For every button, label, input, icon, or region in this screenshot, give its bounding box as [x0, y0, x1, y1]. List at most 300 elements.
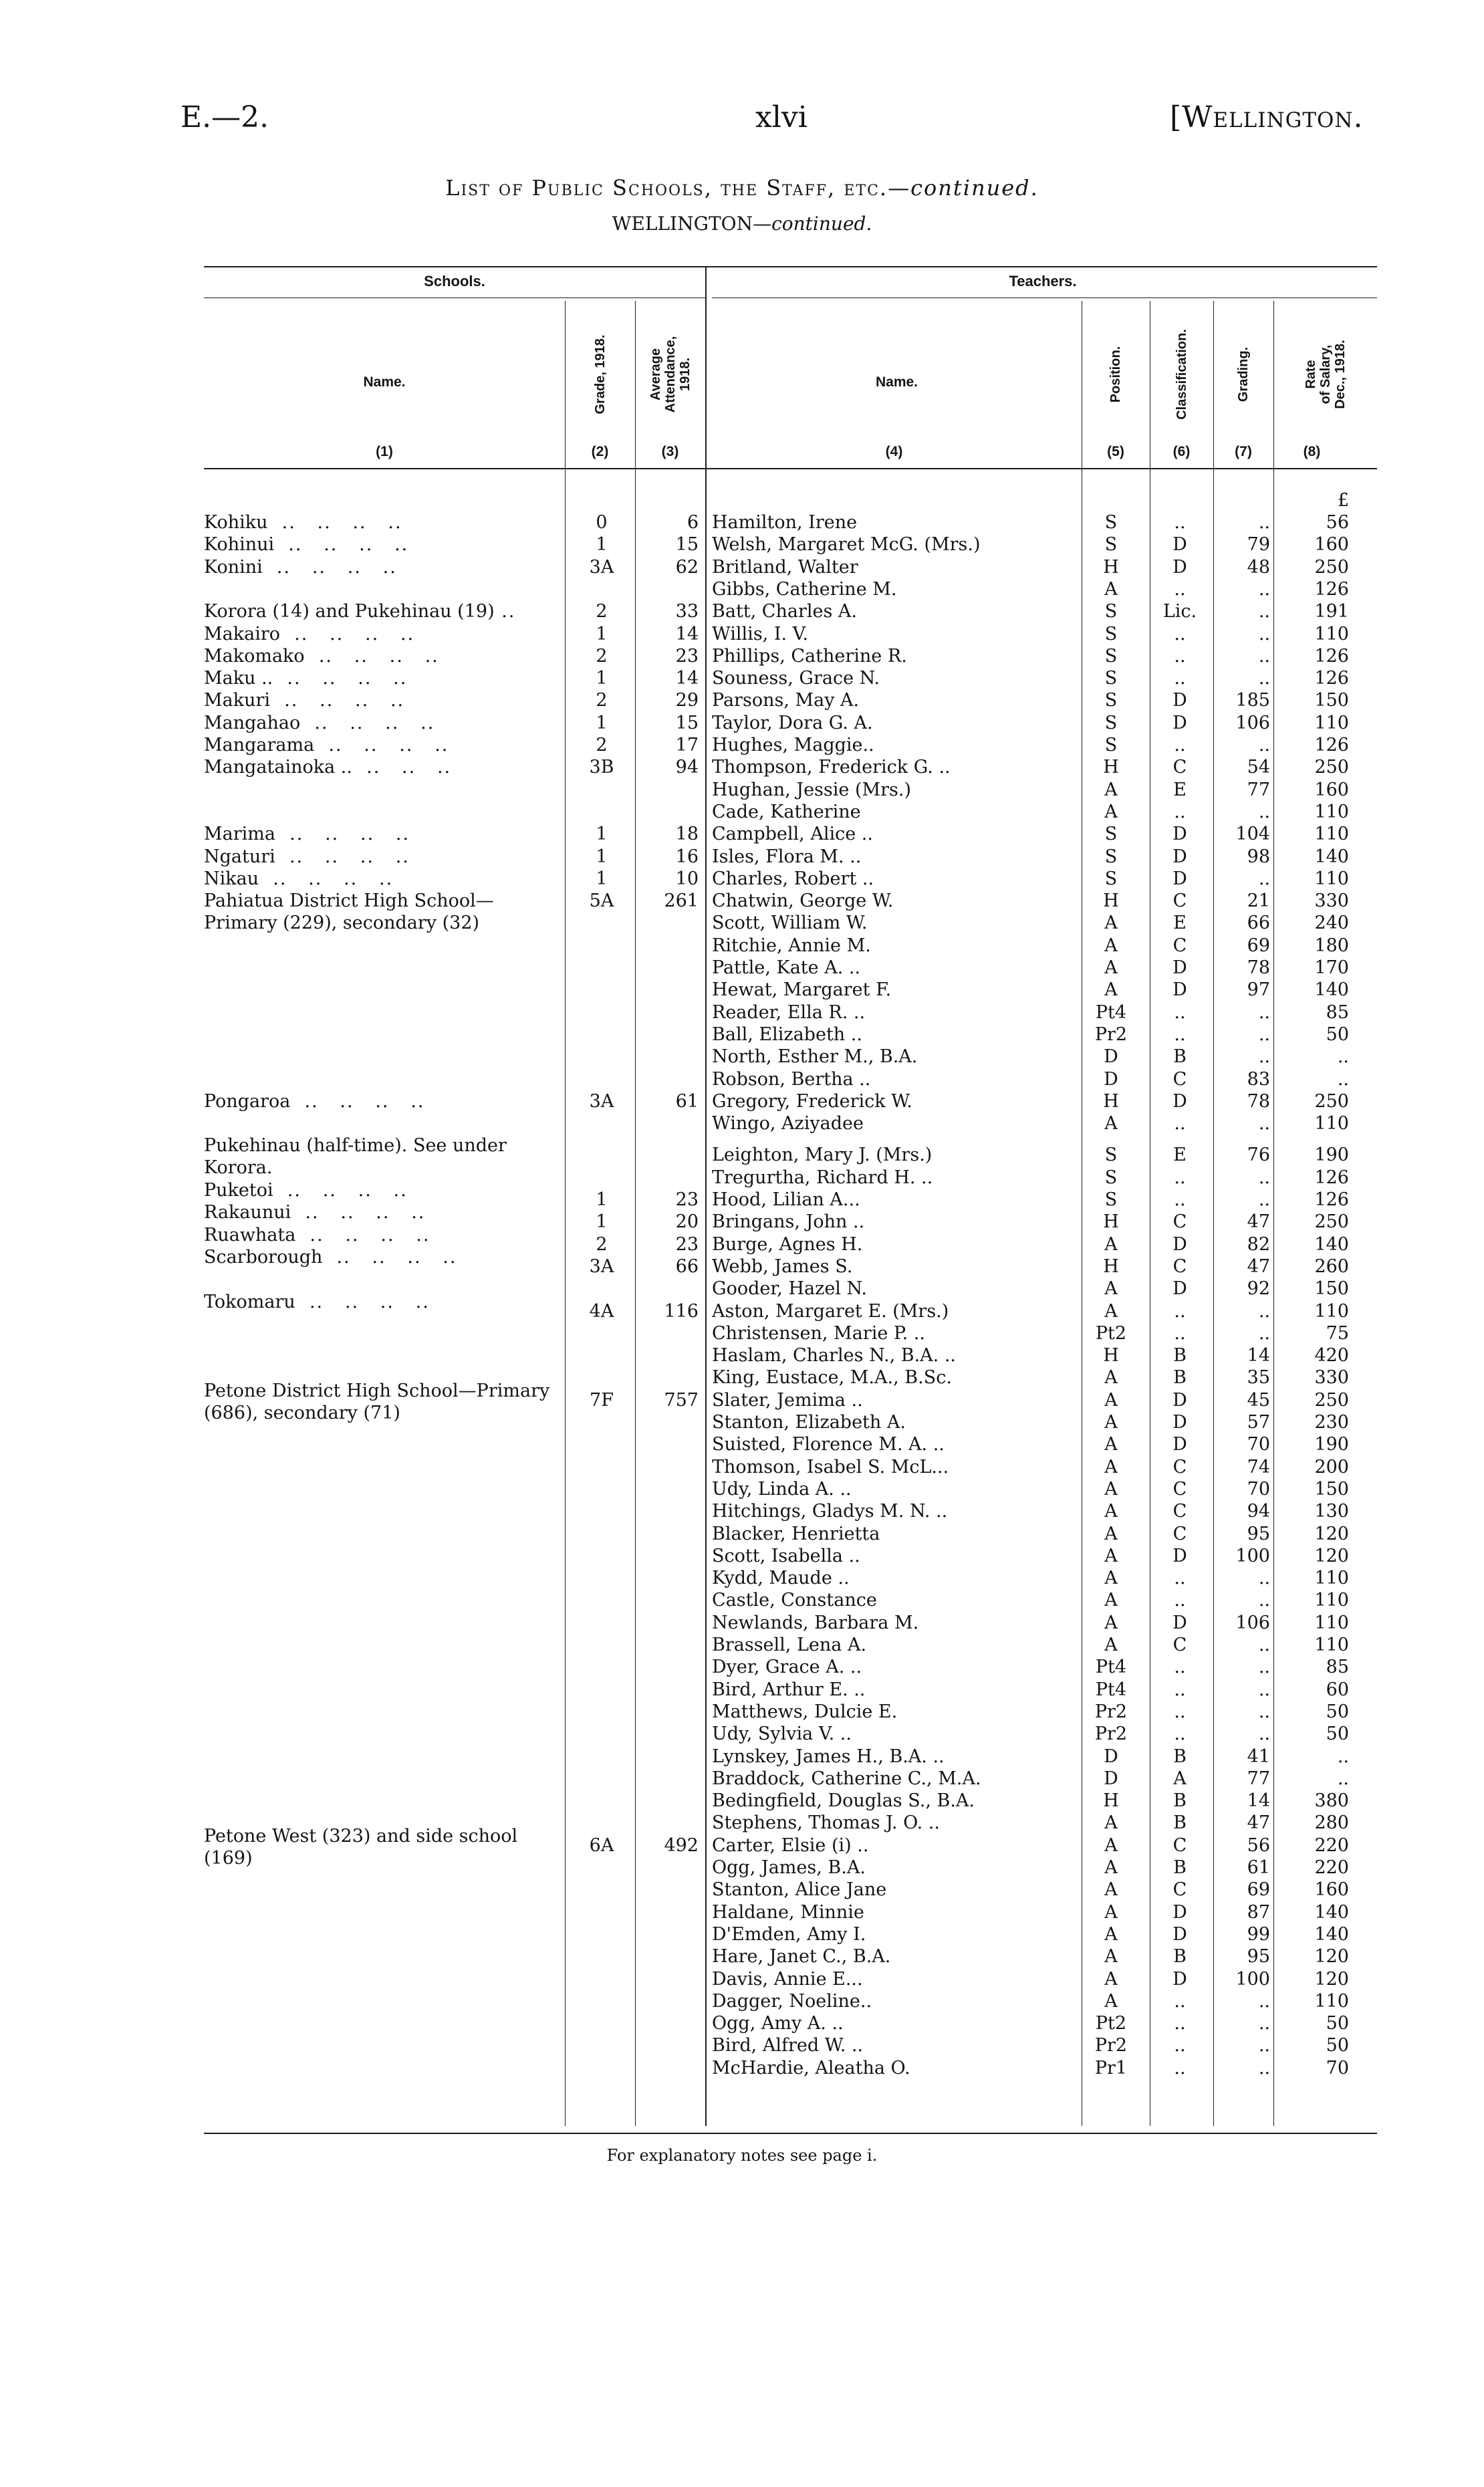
teacher-name: Souness, Grace N. — [712, 668, 880, 689]
teacher-classification: .. — [1174, 1322, 1186, 1344]
teacher-salary: 250 — [1314, 757, 1349, 778]
school-name-text: Makomako — [204, 645, 305, 667]
school-name-text: Marima — [204, 824, 275, 845]
teacher-classification: .. — [1174, 1724, 1186, 1745]
school-name — [204, 556, 397, 578]
teacher-salary: 160 — [1314, 534, 1349, 556]
teacher-grading: 56 — [1247, 1834, 1270, 1856]
teacher-grading: 54 — [1247, 757, 1270, 778]
school-name — [204, 534, 408, 556]
teacher-name: Parsons, May A. — [712, 690, 860, 711]
teacher-name: Bird, Arthur E. .. — [712, 1679, 866, 1700]
table-top-rule — [204, 266, 1377, 267]
school-name — [204, 1825, 551, 1869]
teacher-salary: 110 — [1314, 1990, 1349, 2012]
teacher-salary: 140 — [1314, 1923, 1349, 1945]
leader-dots: .. .. .. .. — [295, 1224, 430, 1246]
col-number-5: (5) — [1107, 444, 1124, 459]
school-attendance: 62 — [675, 556, 699, 578]
teacher-classification: .. — [1174, 1590, 1186, 1611]
teacher-name: Wingo, Aziyadee — [712, 1113, 864, 1135]
teacher-salary: 240 — [1314, 913, 1349, 934]
school-name-text: Pahiatua District High School—Primary (229), secondary (32) — [204, 891, 494, 934]
teacher-grading: 57 — [1247, 1412, 1270, 1433]
leader-dots: .. .. .. .. — [322, 1246, 457, 1268]
teacher-position: A — [1104, 1612, 1118, 1633]
teacher-classification: .. — [1174, 668, 1186, 689]
teacher-name: Carter, Elsie (i) .. — [712, 1834, 869, 1856]
teacher-name: Hughes, Maggie.. — [712, 735, 874, 755]
col-number-1: (1) — [376, 444, 393, 459]
teacher-grading: .. — [1258, 1046, 1270, 1068]
teacher-grading: 78 — [1247, 1090, 1270, 1112]
teacher-grading: .. — [1258, 601, 1270, 622]
school-name — [204, 1291, 430, 1313]
teacher-grading: .. — [1258, 1657, 1270, 1678]
teacher-name: Burge, Agnes H. — [712, 1233, 863, 1255]
teacher-name: Stanton, Alice Jane — [712, 1879, 887, 1901]
teacher-grading: .. — [1258, 668, 1270, 689]
teacher-grading: .. — [1258, 1724, 1270, 1745]
teacher-position: Pt2 — [1095, 2013, 1127, 2034]
teacher-name: Britland, Walter — [712, 556, 858, 578]
school-attendance: 23 — [675, 1189, 699, 1210]
teacher-classification: .. — [1174, 1990, 1186, 2012]
teacher-grading: 41 — [1247, 1746, 1270, 1767]
teacher-position: H — [1103, 1090, 1119, 1112]
teacher-salary: 126 — [1314, 645, 1349, 667]
teacher-name: Ball, Elizabeth .. — [712, 1024, 862, 1045]
school-name — [204, 756, 451, 778]
teacher-salary: 250 — [1314, 556, 1349, 578]
teacher-classification: D — [1172, 1412, 1187, 1433]
school-attendance: 492 — [664, 1834, 699, 1856]
col-rule-6 — [1213, 301, 1214, 2126]
teacher-position: S — [1104, 668, 1118, 689]
teacher-grading: .. — [1258, 735, 1270, 755]
teacher-classification: D — [1172, 1968, 1187, 1990]
teacher-name: Gregory, Frederick W. — [712, 1090, 912, 1112]
school-name — [204, 1201, 425, 1223]
leader-dots: .. .. .. .. — [275, 824, 410, 845]
teacher-classification: B — [1173, 1790, 1187, 1812]
school-grade: 4A — [589, 1300, 614, 1322]
teacher-salary: 126 — [1314, 668, 1349, 689]
teacher-name: Hitchings, Gladys M. N. .. — [712, 1501, 948, 1522]
school-attendance: 15 — [675, 534, 699, 556]
teacher-grading: 77 — [1247, 1768, 1270, 1789]
teacher-position: D — [1104, 1046, 1118, 1068]
school-attendance: 757 — [664, 1389, 699, 1411]
school-name-text: Nikau — [204, 868, 259, 889]
teacher-grading: .. — [1258, 868, 1270, 889]
teacher-salary: 380 — [1314, 1790, 1349, 1812]
teacher-classification: D — [1172, 1233, 1187, 1255]
teacher-grading: .. — [1258, 2035, 1270, 2056]
teacher-position: H — [1103, 1345, 1119, 1367]
title-main: List of Public Schools, the Staff, etc. — [445, 175, 888, 201]
teacher-grading: 45 — [1247, 1389, 1270, 1411]
school-grade: 3A — [589, 556, 614, 578]
teacher-salary: 120 — [1314, 1545, 1349, 1566]
teacher-position: A — [1104, 913, 1118, 934]
teacher-classification: C — [1172, 1068, 1187, 1090]
teacher-position: S — [1104, 712, 1118, 733]
attendance-heading: Average Attendance, 1918. — [648, 336, 693, 413]
teacher-classification: .. — [1174, 1113, 1186, 1135]
teacher-classification: B — [1173, 1946, 1187, 1968]
teacher-position: A — [1104, 779, 1118, 800]
teacher-classification: D — [1172, 1923, 1187, 1945]
leader-dots: .. — [494, 601, 516, 622]
teacher-classification: .. — [1174, 1024, 1186, 1045]
teacher-position: S — [1104, 645, 1118, 667]
school-grade: 1 — [596, 668, 608, 689]
teacher-position: A — [1104, 1901, 1118, 1923]
leader-dots: .. .. .. .. — [304, 645, 439, 667]
teachers-group-heading: Teachers. — [1009, 273, 1077, 289]
teacher-position: A — [1104, 1434, 1118, 1455]
school-name — [204, 823, 410, 845]
teacher-position: A — [1104, 1590, 1118, 1611]
teacher-grading: .. — [1258, 2057, 1270, 2079]
school-name-text: Ngaturi — [204, 846, 275, 867]
teacher-grading: .. — [1258, 1679, 1270, 1700]
teacher-classification: D — [1172, 868, 1187, 889]
teacher-classification: .. — [1174, 1189, 1186, 1210]
teacher-classification: .. — [1174, 1001, 1186, 1023]
teacher-name: Ogg, Amy A. .. — [712, 2013, 844, 2034]
teacher-salary: 110 — [1314, 1113, 1349, 1135]
teacher-name: Blacker, Henrietta — [712, 1523, 880, 1544]
teacher-grading: .. — [1258, 1568, 1270, 1589]
teacher-grading: 97 — [1247, 979, 1270, 1001]
leader-dots: .. .. .. .. — [274, 534, 409, 556]
teacher-name: Dagger, Noeline.. — [712, 1990, 872, 2012]
subtitle-region: WELLINGTON — [612, 213, 753, 235]
classification-heading: Classification. — [1174, 329, 1189, 420]
col-number-2: (2) — [591, 444, 609, 459]
teacher-position: A — [1104, 1367, 1118, 1389]
school-name — [204, 667, 407, 689]
teacher-name: McHardie, Aleatha O. — [712, 2057, 910, 2079]
teacher-name: Castle, Constance — [712, 1590, 877, 1611]
school-name — [204, 689, 404, 711]
school-name-text: Makairo — [204, 623, 280, 644]
teacher-position: Pr2 — [1094, 2035, 1128, 2056]
school-name-text: Rakaunui — [204, 1202, 291, 1223]
schools-group-heading: Schools. — [424, 273, 485, 289]
teacher-position: A — [1104, 1300, 1118, 1322]
teacher-position: Pr2 — [1094, 1701, 1128, 1722]
school-name-text: Korora (14) and Pukehinau (19) — [204, 601, 495, 622]
teacher-name: Christensen, Marie P. .. — [712, 1322, 925, 1344]
teacher-name: Lynskey, James H., B.A. .. — [712, 1746, 945, 1767]
teacher-salary: 150 — [1314, 690, 1349, 711]
teacher-salary: 50 — [1326, 1724, 1349, 1745]
school-name-text: Pukehinau (half-time). See under Korora. — [204, 1135, 507, 1179]
teacher-position: H — [1103, 891, 1119, 912]
teacher-name: Chatwin, George W. — [712, 891, 894, 912]
leader-dots: .. .. .. .. — [267, 512, 402, 533]
teacher-classification: B — [1173, 1857, 1187, 1878]
teacher-classification: .. — [1174, 2057, 1186, 2079]
teacher-classification: .. — [1174, 2035, 1186, 2056]
school-grade: 1 — [596, 1189, 608, 1210]
teacher-salary: 160 — [1314, 1879, 1349, 1901]
teacher-grading: 106 — [1235, 1612, 1270, 1633]
teacher-position: S — [1104, 735, 1118, 755]
teacher-position: H — [1103, 1256, 1119, 1277]
teacher-salary: .. — [1337, 1068, 1349, 1090]
teacher-salary: 110 — [1314, 623, 1349, 644]
teacher-classification: D — [1172, 979, 1187, 1001]
teacher-grading: 99 — [1247, 1923, 1270, 1945]
teacher-salary: 110 — [1314, 801, 1349, 822]
teacher-name: Robson, Bertha .. — [712, 1068, 871, 1090]
teacher-position: A — [1104, 1523, 1118, 1544]
teacher-position: A — [1104, 1412, 1118, 1433]
teacher-grading: 98 — [1247, 846, 1270, 867]
teacher-position: H — [1103, 1211, 1119, 1233]
teacher-grading: .. — [1258, 645, 1270, 667]
teacher-classification: C — [1172, 757, 1187, 778]
teacher-classification: C — [1172, 1501, 1187, 1522]
teacher-classification: E — [1173, 1145, 1187, 1166]
teacher-grading: 74 — [1247, 1456, 1270, 1477]
school-attendance: 66 — [675, 1256, 699, 1277]
teacher-name: Scott, William W. — [712, 913, 868, 934]
teacher-position: S — [1104, 824, 1118, 845]
teacher-salary: 126 — [1314, 1189, 1349, 1210]
school-name-text: Puketoi — [204, 1180, 273, 1201]
school-attendance: 29 — [675, 690, 699, 711]
teacher-salary: 126 — [1314, 735, 1349, 755]
teacher-classification: D — [1172, 712, 1187, 733]
teacher-position: A — [1104, 1968, 1118, 1990]
teacher-position: Pt2 — [1095, 1322, 1127, 1344]
teacher-classification: .. — [1174, 1679, 1186, 1700]
school-attendance: 15 — [675, 712, 699, 733]
teacher-salary: 110 — [1314, 868, 1349, 889]
school-name-text: Ruawhata — [204, 1224, 296, 1246]
teacher-salary: 150 — [1314, 1478, 1349, 1500]
teacher-grading: .. — [1258, 623, 1270, 644]
teacher-salary: 420 — [1314, 1345, 1349, 1367]
teacher-salary: .. — [1337, 1046, 1349, 1068]
teacher-classification: .. — [1174, 1568, 1186, 1589]
school-name-text: Kohiku — [204, 512, 268, 533]
teacher-name: Reader, Ella R. .. — [712, 1001, 866, 1023]
col-number-4: (4) — [885, 444, 903, 459]
teacher-grading: .. — [1258, 512, 1270, 533]
teacher-grading: 14 — [1247, 1345, 1270, 1367]
teacher-salary: 230 — [1314, 1412, 1349, 1433]
school-grade: 1 — [596, 1211, 608, 1233]
school-name — [204, 868, 393, 890]
teacher-classification: C — [1172, 1256, 1187, 1277]
teacher-classification: D — [1172, 1612, 1187, 1633]
teacher-classification: C — [1172, 1523, 1187, 1544]
teacher-classification: C — [1172, 1211, 1187, 1233]
teacher-name: Webb, James S. — [712, 1256, 853, 1277]
teacher-salary: 200 — [1314, 1456, 1349, 1477]
teacher-position: H — [1103, 1790, 1119, 1812]
teacher-classification: D — [1172, 690, 1187, 711]
teacher-grading: .. — [1258, 1001, 1270, 1023]
teacher-grading: 95 — [1247, 1523, 1270, 1544]
teacher-salary: 110 — [1314, 1635, 1349, 1655]
teacher-salary: 160 — [1314, 779, 1349, 800]
school-grade: 1 — [596, 868, 608, 889]
teacher-classification: E — [1173, 913, 1187, 934]
school-grade: 2 — [596, 735, 608, 755]
teacher-salary: 50 — [1326, 2013, 1349, 2034]
school-name-text: Tokomaru — [204, 1291, 295, 1312]
teacher-name: Haldane, Minnie — [712, 1901, 864, 1923]
teacher-grading: .. — [1258, 1024, 1270, 1045]
teacher-grading: 82 — [1247, 1233, 1270, 1255]
page-title — [0, 175, 1484, 201]
teacher-grading: 48 — [1247, 556, 1270, 578]
teacher-classification: B — [1173, 1046, 1187, 1068]
teacher-salary: 250 — [1314, 1090, 1349, 1112]
teacher-grading: .. — [1258, 1113, 1270, 1135]
teacher-name: Bringans, John .. — [712, 1211, 865, 1233]
teacher-classification: .. — [1174, 1701, 1186, 1722]
teacher-position: A — [1104, 578, 1118, 600]
teacher-position: Pt4 — [1095, 1001, 1127, 1023]
school-name-heading: Name. — [363, 374, 406, 390]
teacher-position: A — [1104, 1923, 1118, 1945]
teacher-salary: 140 — [1314, 1233, 1349, 1255]
teacher-name: Hare, Janet C., B.A. — [712, 1946, 891, 1968]
teacher-name: Campbell, Alice .. — [712, 824, 873, 845]
teacher-salary: 191 — [1314, 601, 1349, 622]
teacher-grading: 70 — [1247, 1434, 1270, 1455]
school-grade: 1 — [596, 534, 608, 556]
teacher-classification: .. — [1174, 578, 1186, 600]
teacher-name: Hughan, Jessie (Mrs.) — [712, 779, 912, 800]
teacher-grading: 79 — [1247, 534, 1270, 556]
teacher-position: Pr1 — [1094, 2057, 1128, 2079]
teacher-classification: C — [1172, 1456, 1187, 1477]
teacher-classification: .. — [1174, 801, 1186, 822]
school-name — [204, 623, 414, 645]
school-name-text: Konini — [204, 556, 263, 578]
school-name-text: Mangarama — [204, 735, 315, 755]
teacher-salary: 60 — [1326, 1679, 1349, 1700]
teacher-position: Pr2 — [1094, 1024, 1128, 1045]
school-grade: 6A — [589, 1834, 614, 1856]
teacher-classification: D — [1172, 957, 1187, 978]
teacher-salary: 50 — [1326, 2035, 1349, 2056]
leader-dots: .. .. .. .. — [273, 1180, 408, 1201]
school-grade: 3A — [589, 1256, 614, 1277]
teacher-classification: .. — [1174, 1167, 1186, 1188]
teacher-name: Gibbs, Catherine M. — [712, 578, 897, 600]
leader-dots: .. .. .. .. — [300, 712, 435, 733]
teacher-grading: 47 — [1247, 1211, 1270, 1233]
teacher-position: A — [1104, 1857, 1118, 1878]
teacher-salary: 190 — [1314, 1145, 1349, 1166]
school-name — [204, 1090, 424, 1112]
teacher-classification: C — [1172, 1834, 1187, 1856]
school-attendance: 17 — [675, 735, 699, 755]
teacher-salary: 50 — [1326, 1024, 1349, 1045]
teacher-classification: C — [1172, 935, 1187, 956]
teacher-name: Willis, I. V. — [712, 623, 809, 644]
teacher-salary: 120 — [1314, 1968, 1349, 1990]
school-name-text: Makuri — [204, 690, 271, 711]
teacher-grading: 70 — [1247, 1478, 1270, 1500]
teacher-salary: 85 — [1326, 1001, 1349, 1023]
teacher-position: A — [1104, 979, 1118, 1001]
teacher-name: Braddock, Catherine C., M.A. — [712, 1768, 981, 1789]
teacher-grading: 100 — [1235, 1968, 1270, 1990]
teacher-position: S — [1104, 1145, 1118, 1166]
teacher-grading: 21 — [1247, 891, 1270, 912]
teacher-grading: .. — [1258, 1590, 1270, 1611]
teacher-grading: 61 — [1247, 1857, 1270, 1878]
footnote: For explanatory notes see page i. — [606, 2146, 878, 2165]
teacher-position: A — [1104, 1456, 1118, 1477]
school-name-text: Kohinui — [204, 534, 275, 556]
teacher-grading: .. — [1258, 2013, 1270, 2034]
school-name — [204, 1179, 408, 1201]
teacher-name: Welsh, Margaret McG. (Mrs.) — [712, 534, 981, 556]
teacher-classification: C — [1172, 1478, 1187, 1500]
teacher-grading: 69 — [1247, 935, 1270, 956]
teacher-classification: .. — [1174, 645, 1186, 667]
col-rule-3 — [705, 266, 707, 2126]
teacher-grading: .. — [1258, 578, 1270, 600]
teacher-salary: 250 — [1314, 1211, 1349, 1233]
school-grade: 7F — [590, 1389, 614, 1411]
school-attendance: 94 — [675, 757, 699, 778]
title-continued: —continued. — [888, 175, 1039, 201]
leader-dots: .. .. .. .. — [262, 556, 397, 578]
col-number-3: (3) — [661, 444, 679, 459]
school-grade: 2 — [596, 690, 608, 711]
teacher-classification: D — [1172, 1545, 1187, 1566]
teacher-grading: 92 — [1247, 1278, 1270, 1300]
teacher-position: S — [1104, 846, 1118, 867]
school-grade: 2 — [596, 601, 608, 622]
school-name-text: Petone District High School—Primary (686), secondary (71) — [204, 1380, 550, 1423]
teacher-grading: 35 — [1247, 1367, 1270, 1389]
school-attendance: 116 — [664, 1300, 699, 1322]
teacher-name: Isles, Flora M. .. — [712, 846, 862, 867]
teacher-position: A — [1104, 957, 1118, 978]
school-name — [204, 734, 449, 756]
teacher-grading: 95 — [1247, 1946, 1270, 1968]
teacher-name: Aston, Margaret E. (Mrs.) — [712, 1300, 949, 1322]
leader-dots: .. .. .. — [352, 757, 452, 778]
teacher-position: S — [1104, 512, 1118, 533]
teacher-salary: 140 — [1314, 1901, 1349, 1923]
teacher-name: Brassell, Lena A. — [712, 1635, 867, 1655]
teacher-grading: .. — [1258, 801, 1270, 822]
teacher-name: Dyer, Grace A. .. — [712, 1657, 862, 1678]
teacher-grading: 14 — [1247, 1790, 1270, 1812]
teacher-name: Hood, Lilian A... — [712, 1189, 860, 1210]
teacher-name: Udy, Sylvia V. .. — [712, 1724, 852, 1745]
teacher-position: S — [1104, 690, 1118, 711]
teacher-name: Pattle, Kate A. .. — [712, 957, 861, 978]
teacher-classification: C — [1172, 1635, 1187, 1655]
teacher-grading: 87 — [1247, 1901, 1270, 1923]
